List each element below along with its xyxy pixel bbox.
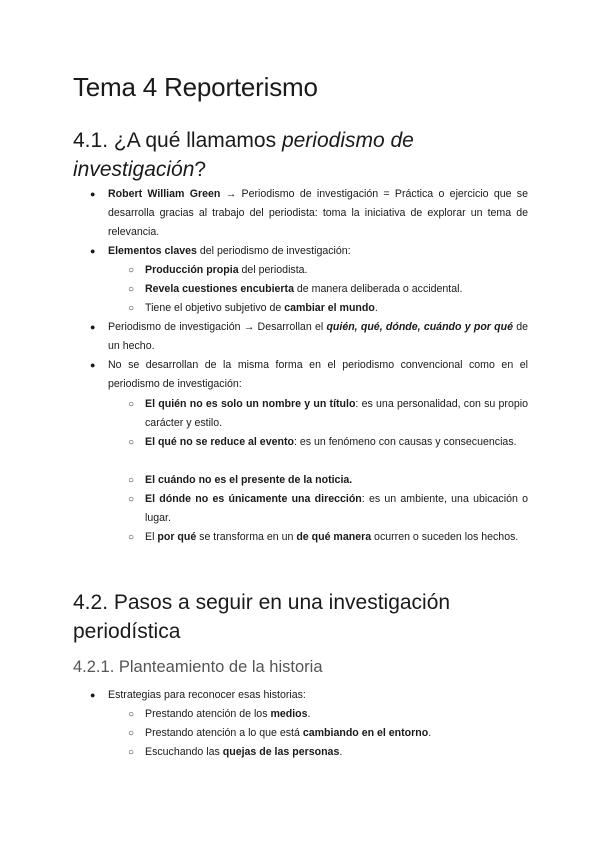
sub-item-text: . <box>428 727 432 739</box>
bullet-circle: ○ <box>128 494 135 505</box>
list-item-bold-italic: quién, qué, dónde, cuándo y por qué <box>326 321 513 333</box>
list-item-bold: Elementos claves <box>108 245 197 257</box>
sub-item-bold: quejas de las personas <box>222 746 340 758</box>
sub-item-bold: El dónde no es únicamente una dirección <box>145 493 362 505</box>
list-item <box>108 318 528 356</box>
bullet-dot: ● <box>90 360 96 370</box>
section-heading-4-1 <box>73 126 533 184</box>
sub-item-text: del periodista. <box>238 264 308 276</box>
bullet-dot: ● <box>90 189 96 199</box>
sub-list-item <box>145 471 528 490</box>
section-heading-4-2: 4.2. Pasos a seguir en una investigación periodística <box>73 591 451 643</box>
sub-item-bold: El qué no se reduce al evento <box>145 436 294 448</box>
subsection-heading-4-2-1: 4.2.1. Planteamiento de la historia <box>73 658 323 676</box>
list-item <box>108 686 528 705</box>
sub-item-bold: medios <box>270 708 308 720</box>
sub-item-text: : es un fenómeno con causas y consecuencias. <box>293 436 517 448</box>
list-item <box>108 356 528 394</box>
sub-list-item <box>145 299 528 318</box>
sub-item-text: . <box>307 708 311 720</box>
sub-item-pre: Prestando atención a lo que está <box>145 727 303 739</box>
heading-suffix: ? <box>194 158 207 181</box>
sub-item-bold: El cuándo no es el presente de la noticia. <box>145 474 353 486</box>
list-item-bold: Robert William Green <box>108 188 221 200</box>
heading-italic-text: periodismo de investigación <box>73 129 414 181</box>
bullet-circle: ○ <box>128 437 135 448</box>
bullet-circle: ○ <box>128 747 135 758</box>
sub-list-item <box>145 743 528 762</box>
bullet-dot: ● <box>90 690 96 700</box>
bullet-dot: ● <box>90 246 96 256</box>
sub-item-bold: El quién no es solo un nombre y un título <box>145 398 356 410</box>
sub-list-item <box>145 490 528 528</box>
sub-item-pre: El <box>145 531 158 543</box>
sub-list-item <box>145 280 528 299</box>
sub-list-item <box>145 395 528 433</box>
sub-item-text: : es un ambiente, una ubicación o lugar. <box>145 493 528 524</box>
sub-item-text: de manera deliberada o accidental. <box>293 283 463 295</box>
bullet-circle: ○ <box>128 728 135 739</box>
sub-item-pre: Tiene el objetivo subjetivo de <box>145 302 285 314</box>
heading-text: 4.1. ¿A qué llamamos <box>73 129 282 152</box>
bullet-circle: ○ <box>128 265 135 276</box>
list-item-text: Estrategias para reconocer esas historias: <box>108 689 306 701</box>
sub-item-text: ocurren o suceden los hechos. <box>371 531 519 543</box>
list-item-text: → Periodismo de investigación = Práctica o ejercicio que se desarrolla gracias al trabajo del periodista: toma la iniciativa de explorar un tema de relevancia. <box>108 188 528 238</box>
list-item <box>108 242 528 261</box>
list-item-text: de un hecho. <box>108 321 529 352</box>
sub-item-bold: por qué <box>157 531 197 543</box>
list-item-text: No se desarrollan de la misma forma en el periodismo convencional como en el periodismo de investigación: <box>108 359 528 390</box>
bullet-circle: ○ <box>128 303 135 314</box>
sub-item-pre: Prestando atención de los <box>145 708 271 720</box>
sub-list-item <box>145 705 528 724</box>
sub-item-text: : es una personalidad, con su propio carácter y estilo. <box>145 398 528 429</box>
bullet-circle: ○ <box>128 709 135 720</box>
list-item-text: del periodismo de investigación: <box>196 245 351 257</box>
bullet-circle: ○ <box>128 475 135 486</box>
sub-item-mid: se transforma en un <box>196 531 297 543</box>
sub-item-bold: cambiar el mundo <box>284 302 375 314</box>
sub-list-item <box>145 261 528 280</box>
sub-item-bold: Revela cuestiones encubierta <box>145 283 294 295</box>
bullet-dot: ● <box>90 322 96 332</box>
bullet-circle: ○ <box>128 399 135 410</box>
sub-item-text: . <box>339 746 343 758</box>
sub-item-bold: cambiando en el entorno <box>302 727 429 739</box>
sub-item-text: . <box>374 302 378 314</box>
sub-list-item <box>145 433 528 452</box>
sub-list-item <box>145 724 528 743</box>
list-item <box>108 185 528 242</box>
list-item-pre: Periodismo de investigación → Desarrollan el <box>108 321 327 333</box>
document-title: Tema 4 Reporterismo <box>73 72 318 102</box>
bullet-circle: ○ <box>128 532 135 543</box>
sub-list-item <box>145 528 528 547</box>
sub-item-bold: de qué manera <box>296 531 372 543</box>
sub-item-pre: Escuchando las <box>145 746 223 758</box>
bullet-circle: ○ <box>128 284 135 295</box>
sub-item-bold: Producción propia <box>145 264 239 276</box>
